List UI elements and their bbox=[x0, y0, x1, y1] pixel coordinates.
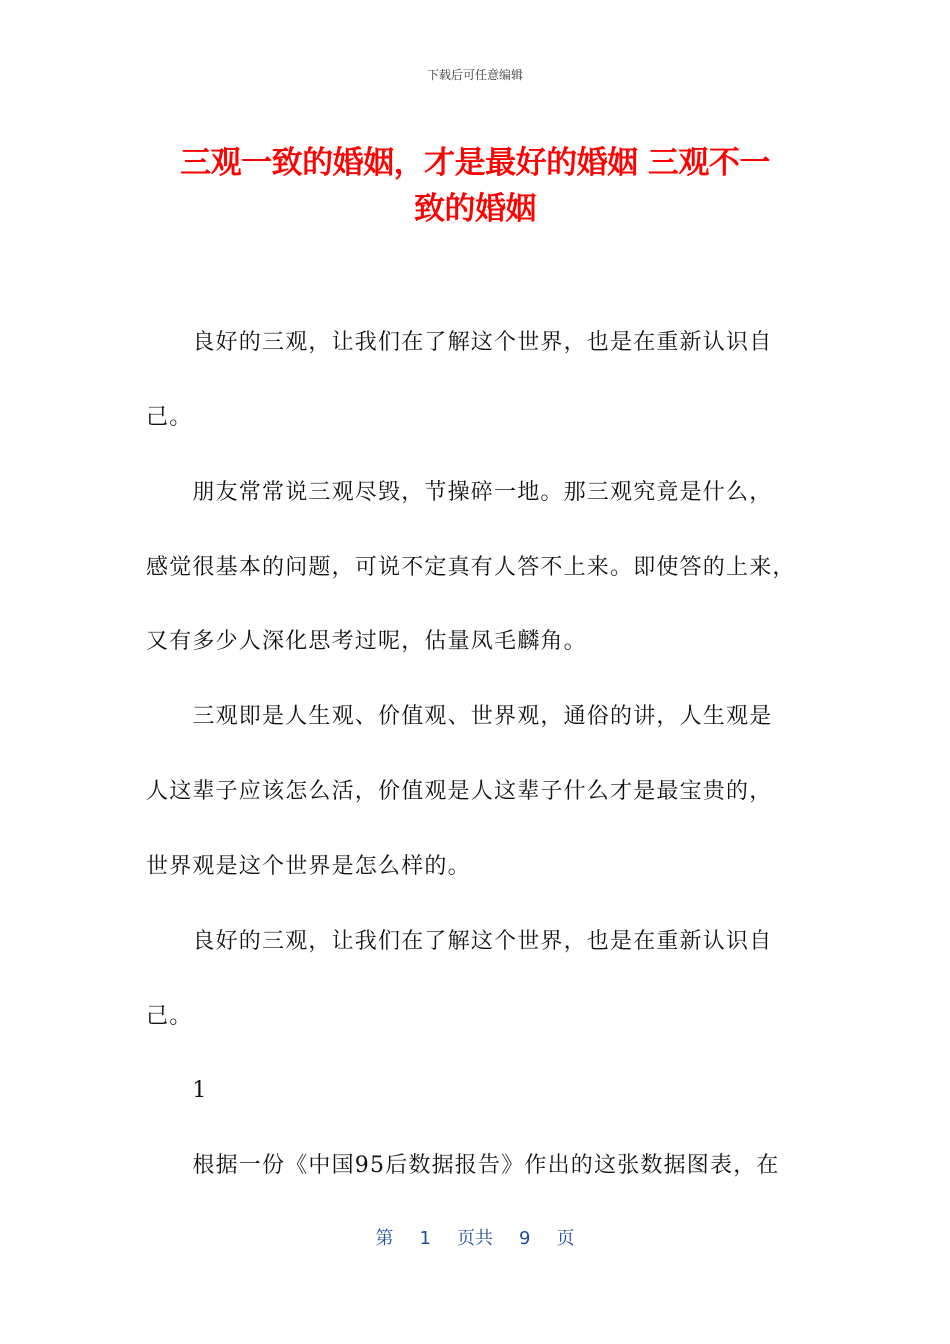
body-line: 良好的三观，让我们在了解这个世界，也是在重新认识自 bbox=[146, 330, 773, 355]
body-line: 三观即是人生观、价值观、世界观，通俗的讲，人生观是 bbox=[146, 704, 773, 729]
title-line-2: 致的婚姻 bbox=[414, 191, 536, 227]
footer-label-end: 页 bbox=[556, 1228, 575, 1249]
body-line: 人这辈子应该怎么活，价值观是人这辈子什么才是最宝贵的， bbox=[146, 779, 773, 804]
body-line: 1 bbox=[146, 1078, 208, 1103]
page-footer bbox=[0, 1227, 950, 1251]
body-line: 己。 bbox=[146, 1004, 193, 1029]
header-note: 下载后可任意编辑 bbox=[426, 68, 523, 82]
footer-label-total: 页共 bbox=[457, 1228, 493, 1249]
body-line: 世界观是这个世界是怎么样的。 bbox=[146, 854, 471, 879]
body-line: 又有多少人深化思考过呢，估量凤毛麟角。 bbox=[146, 629, 587, 654]
document-title bbox=[140, 140, 810, 232]
footer-label-page: 第 bbox=[375, 1228, 394, 1249]
body-line: 朋友常常说三观尽毁，节操碎一地。那三观究竟是什么， bbox=[146, 480, 773, 505]
body-line: 根据一份《中国95后数据报告》作出的这张数据图表，在 bbox=[146, 1153, 780, 1178]
footer-current-page: 1 bbox=[419, 1228, 431, 1249]
footer-total-pages: 9 bbox=[519, 1228, 531, 1249]
body-line: 己。 bbox=[146, 405, 193, 430]
body-line: 感觉很基本的问题，可说不定真有人答不上来。即使答的上来， bbox=[146, 555, 796, 580]
body-line: 良好的三观，让我们在了解这个世界，也是在重新认识自 bbox=[146, 929, 773, 954]
title-line-1: 三观一致的婚姻，才是最好的婚姻 三观不一 bbox=[180, 145, 770, 181]
